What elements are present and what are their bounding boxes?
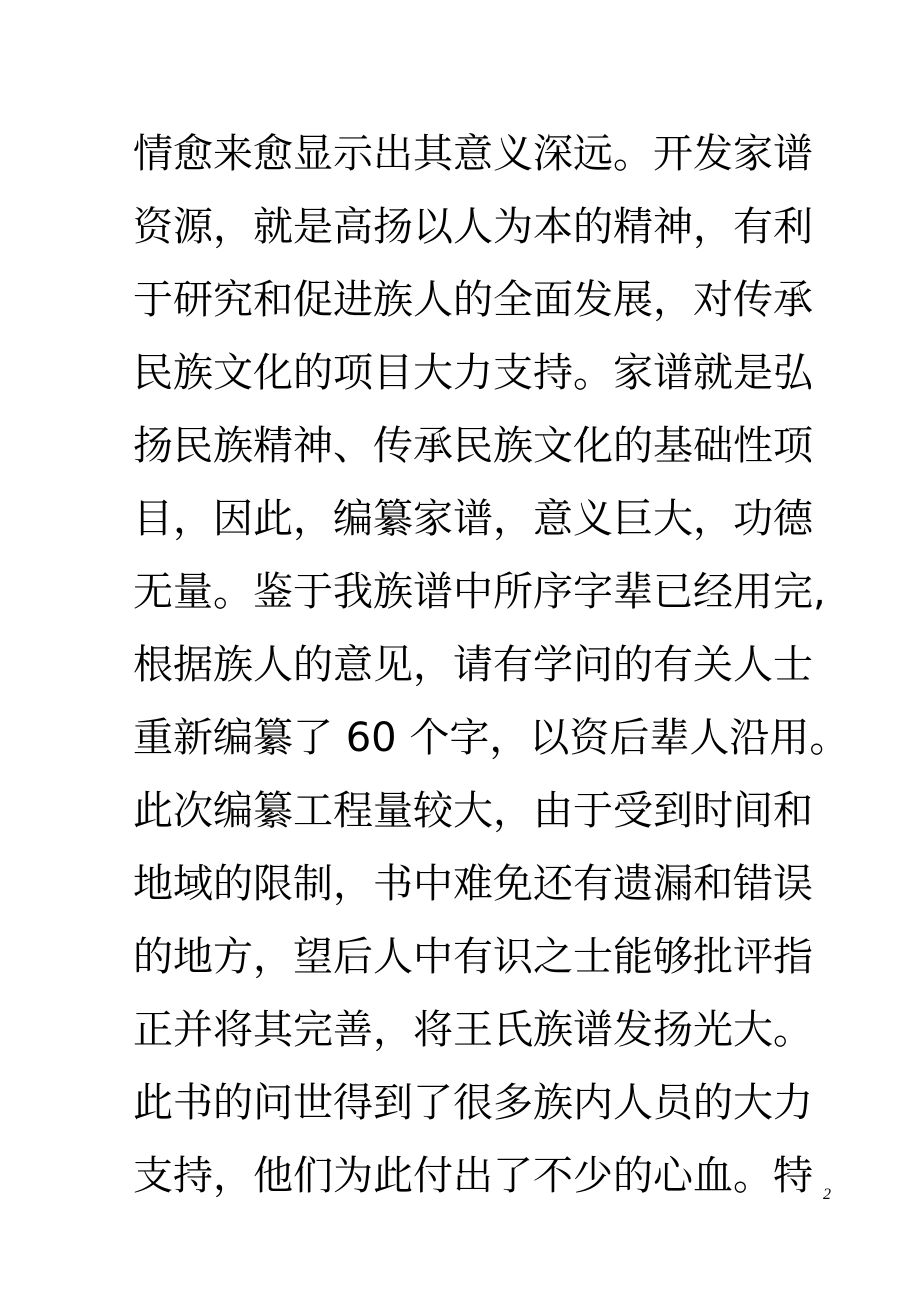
text-line-8: 根据族人的意见，请有学问的有关人士 [133, 642, 813, 688]
text-line-4: 民族文化的项目大力支持。家谱就是弘 [133, 350, 813, 396]
text-line-15: 支持，他们为此付出了不少的心血。特 [133, 1153, 813, 1199]
text-line-6: 目，因此，编纂家谱，意义巨大，功德 [133, 496, 813, 542]
text-line-14: 此书的问世得到了很多族内人员的大力 [133, 1080, 813, 1126]
text-line-13: 正并将其完善，将王氏族谱发扬光大。 [133, 1007, 813, 1053]
text-line-5: 扬民族精神、传承民族文化的基础性项 [133, 423, 813, 469]
text-line-9: 重新编纂了 60 个字，以资后辈人沿用。 [133, 715, 850, 761]
body-paragraph [133, 118, 850, 1213]
text-line-12: 的地方，望后人中有识之士能够批评指 [133, 934, 813, 980]
text-line-11: 地域的限制，书中难免还有遗漏和错误 [133, 861, 813, 907]
text-line-10: 此次编纂工程量较大，由于受到时间和 [133, 788, 813, 834]
text-line-7: 无量。鉴于我族谱中所序字辈已经用完, [133, 569, 826, 615]
text-line-2: 资源，就是高扬以人为本的精神，有利 [133, 204, 813, 250]
text-line-3: 于研究和促进族人的全面发展，对传承 [133, 277, 813, 323]
page-number: 2 [823, 1186, 831, 1203]
text-line-1: 情愈来愈显示出其意义深远。开发家谱 [133, 131, 813, 177]
